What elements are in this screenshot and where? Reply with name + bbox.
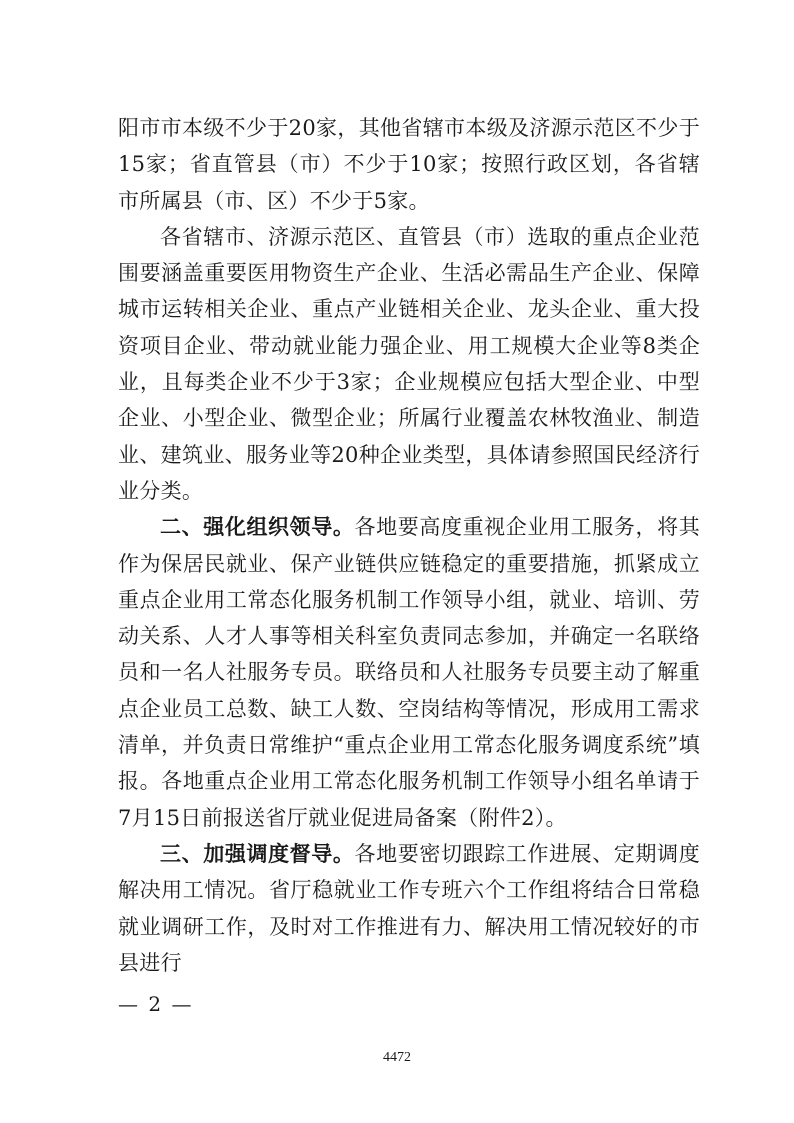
section-heading: 二、强化组织领导。 (160, 515, 355, 540)
paragraph-text: 阳市市本级不少于20家，其他省辖市本级及济源示范区不少于15家；省直管县（市）不少于10家；按照行政区划，各省辖市所属县（市、区）不少于5家。 (118, 116, 700, 213)
paragraph-text: 各地要高度重视企业用工服务，将其作为保居民就业、保产业链供应链稳定的重要措施，抓紧成立重点企业用工常态化服务机制工作领导小组，就业、培训、劳动关系、人才人事等相关科室负责同志参加，并确定一名联络员和一名人社服务专员。联络员和人社服务专员要主动了解重点企业员工总数、缺工人数、空岗结构等情况，形成用工需求清单，并负责日常维护“重点企业用工常态化服务调度系统”填报。各地重点企业用工常态化服务机制工作领导小组名单请于7月15日前报送省厅就业促进局备案（附件2）。 (118, 515, 700, 830)
paragraph-text: 各省辖市、济源示范区、直管县（市）选取的重点企业范围要涵盖重要医用物资生产企业、生活必需品生产企业、保障城市运转相关企业、重点产业链相关企业、龙头企业、重大投资项目企业、带动就业能力强企业、用工规模大企业等8类企业，且每类企业不少于3家；企业规模应包括大型企业、中型企业、小型企业、微型企业；所属行业覆盖农林牧渔业、制造业、建筑业、服务业等20种企业类型，具体请参照国民经济行业分类。 (118, 224, 700, 503)
page-number: — 2 — (118, 992, 194, 1016)
paragraph-scheduling-supervision (118, 836, 700, 981)
footer-number: 4472 (383, 1050, 411, 1065)
paragraph-enterprise-scope (118, 219, 700, 509)
section-heading: 三、加强调度督导。 (160, 841, 355, 866)
document-body (118, 110, 700, 981)
paragraph-continuation (118, 110, 700, 219)
paragraph-organization-leadership (118, 509, 700, 836)
paragraph-text: 各地要密切跟踪工作进展、定期调度解决用工情况。省厅稳就业工作专班六个工作组将结合日常稳就业调研工作，及时对工作推进有力、解决用工情况较好的市县进行 (118, 841, 700, 975)
